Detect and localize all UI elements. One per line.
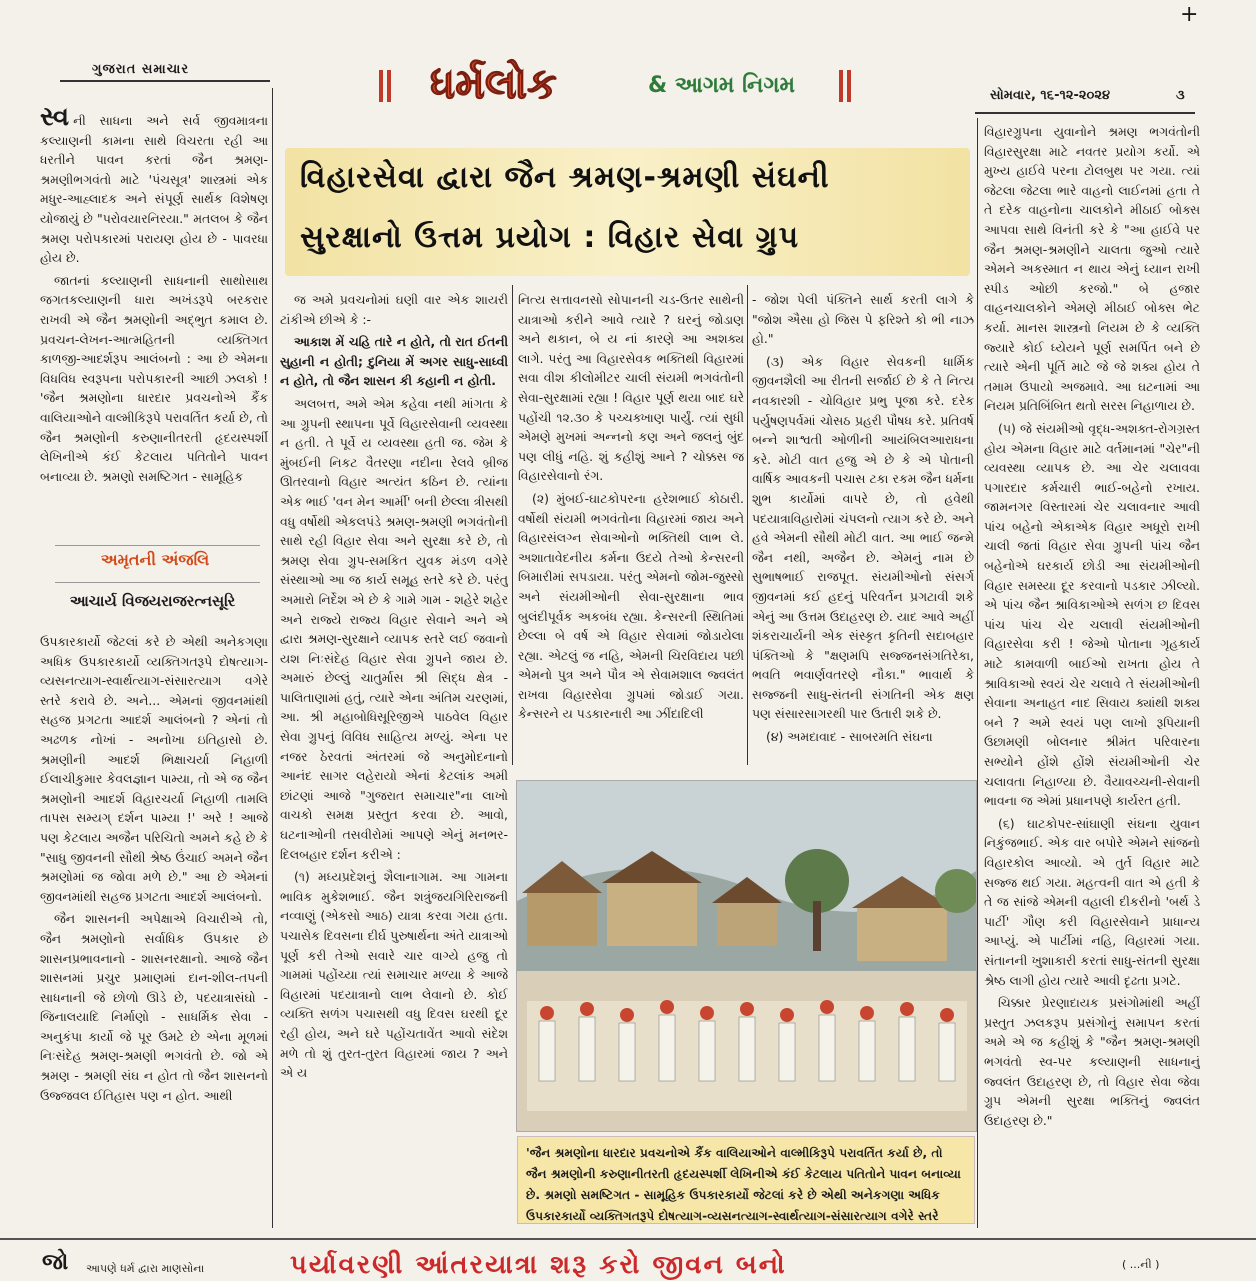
article-column-1-bottom: [40, 632, 268, 1242]
headline-line-1: વિહારસેવા દ્વારા જૈન શ્રમણ-શ્રમણી સંઘની: [300, 160, 830, 195]
masthead-rule-right: [975, 112, 1195, 114]
article-column-2: [280, 290, 508, 1232]
next-article-right-snippet: ( ...ની ): [1122, 1258, 1160, 1271]
article-paragraph: [40, 108, 268, 268]
column-rule-1: [272, 88, 273, 1228]
photo-caption: 'જૈન શ્રમણોના ધારદાર પ્રવચનોએ કૈંક વાલિયાઓને વાલ્મીકિરૂપે પરાવર્તિત કર્યા છે, તો જૈન શ્રમણોની કરુણાનીતરતી હૃદયસ્પર્શી લેખિનીએ કંઈ કેટલાય પતિતોને પાવન બનાવ્યા છે. શ્રમણો સમષ્ટિગત - સામૂહિક ઉપકારકાર્યો જેટલાં કરે છે એથી અનેકગણા અધિક ઉપકારકાર્યો વ્યક્તિગતરૂપે દોષત્યાગ-વ્યસનત્યાગ-સ્વાર્થત્યાગ-સંસારત્યાગ વગેરે સ્તરે: [517, 1136, 975, 1224]
article-paragraph: અલબત્ત, અમે એમ કહેવા નથી માંગતા કે આ ગ્રુપની સ્થાપના પૂર્વે વિહારસેવાની વ્યવસ્થા ન હતી. તે પૂર્વે ય વ્યવસ્થા હતી જ. જેમ કે મુંબઈની નિકટ વૈતરણા નદીના રેલવે બ્રીજ ઊતરવાનો વિહાર અત્યંત કઠિન છે. ત્યાંના એક ભાઈ 'વન મેન આર્મી' બની છેલ્લા ત્રીસથી વધુ વર્ષોથી એકલપંડે શ્રમણ-શ્રમણી ભગવંતોની સાથે રહી વિહાર સેવા અને સુરક્ષા કરે છે, તો શ્રમણ સેવા ગ્રુપ-સમકિત યુવક મંડળ વગેરે સંસ્થાઓ આ જ કાર્ય સમૂહ સ્તરે કરે છે. પરંતુ અમારો નિર્દેશ એ છે કે ગામે ગામ - શહેરે શહેર અને રાજ્યે રાજ્ય વિહાર સેવાને અને એ દ્વારા શ્રમણ-સુરક્ષાને વ્યાપક સ્તરે લઈ જવાનો યશ નિઃસંદેહ વિહાર સેવા ગ્રુપને જાય છે. અમારું છેલ્લું ચાતુર્માસ શ્રી સિદ્ધ ક્ષેત્ર - પાલિતાણામાં હતું, ત્યારે એના અંતિમ ચરણમાં, આ. શ્રી મહાબોધિસૂરિજીએ પાઠવેલ વિહાર સેવા ગ્રુપનું વિવિધ સાહિત્ય મળ્યું. એના પર નજર ઠેરવતાં અંતરમાં જે અનુમોદનાનો આનંદ સાગર લહેરાયો એનાં કેટલાંક અમી છાંટણાં આજે "ગુજરાત સમાચાર"ના લાખો વાચકો સમક્ષ પ્રસ્તુત કરવા છે. આવો, ઘટનાઓની તસવીરોમાં આપણે એનું મનભર-દિલબહાર દર્શન કરીએ :: [280, 395, 508, 862]
article-column-4: [752, 290, 974, 770]
drop-cap: સ્વ: [40, 108, 70, 132]
article-paragraph: - જોશ પેલી પંક્તિને સાર્થ કરતી લાગે કે "જોશ ઐસા હો જિસ પે ફરિશ્તે કો ભી નાઝ હો.": [752, 292, 974, 347]
article-paragraph: જાતનાં કલ્યાણની સાધનાની સાથોસાથ જગતકલ્યાણની ધારા અખંડરૂપે બરકરાર રાખવી એ જૈન શ્રમણોની અદ્ભુત કમાલ છે. પ્રવચન-લેખન-આત્મહિતની વ્યક્તિગત કાળજી-આદર્શરૂપ આલંબનો : આ છે એમના વિધવિધ સ્વરૂપના પરોપકારની આછી ઝલકો ! 'જૈન શ્રમણોના ધારદાર પ્રવચનોએ કૈંક વાલિયાઓને વાલ્મીકિરૂપે પરાવર્તિત કર્યા છે, તો જૈન શ્રમણોની કરુણાનીતરતી હૃદયસ્પર્શી લેખિનીએ કંઈ કેટલાય પતિતોને પાવન બનાવ્યા છે. શ્રમણો સમષ્ટિગત - સામૂહિક: [40, 272, 268, 484]
article-paragraph: (૫) જે સંયમીઓ વૃદ્ધ-અશક્ત-રોગગ્રસ્ત હોય એમના વિહાર માટે વર્તમાનમાં "ચેર"ની વ્યવસ્થા વ્યાપક છે. આ ચેર ચલાવવા પગારદાર કર્મચારી ભાઈ-બહેનો રખાય. જામનગર વિસ્તારમાં ચેર ચલાવનાર આવી પાંચ બહેનો એકાએક વિહાર અધૂરો રાખી ચાલી જતાં વિહાર સેવા ગ્રુપની પાંચ જૈન બહેનોએ ઘરકાર્ય છોડી આ સંયમીઓની વિહાર સમસ્યા દૂર કરવાનો પડકાર ઝીલ્યો. એ પાંચ જૈન શ્રાવિકાઓએ સળંગ છ દિવસ પાંચ પાંચ ચેર ચલાવી સંયમીઓની વિહારસેવા કરી ! જેઓ પોતાના ગૃહકાર્ય માટે કામવાળી બાઈઓ રાખતા હોય તે શ્રાવિકાઓ સ્વયં ચેર ચલાવે તે સંયમીઓની સેવાના અનાહત નાદ સિવાય ક્યાંથી શક્ય બને ? અમે સ્વયં પણ લાખો રૂપિયાની ઉછામણી બોલનાર શ્રીમંત પરિવારના સભ્યોને હોંશે હોંશે સંયમીઓની ચેર ચલાવતા નિહાળ્યા છે. વૈયાવચ્ચની-સેવાની ભાવના જ એમાં પ્રધાનપણે કાર્યરત હતી.: [984, 420, 1200, 809]
masthead-ornament-right: [835, 64, 875, 108]
article-paragraph: વિહારગ્રુપના યુવાનોને શ્રમણ ભગવંતોની વિહારસુરક્ષા માટે નવતર પ્રયોગ કર્યો. એ મુખ્ય હાઈવે પરના ટોલબુથ પર ગયા. ત્યાં જેટલા જેટલા ભારે વાહનો લાઈનમાં હતા તે તે દરેક વાહનોના ચાલકોને મીઠાઈ બોક્સ આપવા સાથે વિનંતી કરે કે "આ હાઈવે પર જૈન શ્રમણ-શ્રમણીને ચાલતા જુઓ ત્યારે એમને અકસ્માત ન થાય એનું ધ્યાન રાખી સ્પીડ ઓછી કરજો." બે હજાર વાહનચાલકોને એમણે મીઠાઈ બોક્સ ભેટ કર્યા. માનસ શાસ્ત્રનો નિયમ છે કે વ્યક્તિ જ્યારે કોઈ ધ્યેયને પૂર્ણ સમર્પિત બને છે ત્યારે એની પૂર્તિ માટે જે જે શક્ય હોય તે તમામ ઉપાયો અજમાવે. આ ઘટનામાં આ નિયમ પ્રતિબિંબિત થતો સરસ નિહાળાય છે.: [984, 124, 1200, 414]
sidebar-divider: [55, 582, 260, 583]
article-paragraph: (૨) મુંબઈ-ઘાટકોપરના હરેશભાઈ કોઠારી. વર્ષોથી સંયમી ભગવંતોના વિહારમાં જાય અને વિહારસંલગ્ન સેવાઓનો ભક્તિથી લાભ લે. અશાતાવેદનીય કર્મના ઉદયે તેઓ કેન્સરની બિમારીમાં સપડાયા. પરંતુ એમનો જોમ-જુસ્સો અને સંયમીઓની સેવા-સુરક્ષાના ભાવ બુલંદીપૂર્વક અકબંધ રહ્યા. કેન્સરની સ્થિતિમાં છેલ્લા બે વર્ષ એ વિહાર સેવામાં જોડાયેલા રહ્યા. એટલું જ નહિ, એમની ચિરવિદાય પછી એમનો પુત્ર અને પૌત્ર એ સેવામશાલ જ્વલંત રાખવા વિહારસેવા ગ્રુપમાં જોડાઈ ગયા. કેન્સરને ય પડકારનારી આ ઝીંદાદિલી: [518, 490, 744, 722]
section-title-logo: [420, 52, 840, 114]
article-paragraph: જૈન શાસનની અપેક્ષાએ વિચારીએ તો, જૈન શ્રમણોનો સર્વાધિક ઉપકાર છે શાસનપ્રભાવનાનો - શાસનરક્ષાનો. આજે જૈન શાસનમાં પ્રચુર પ્રમાણમાં દાન-શીલ-તપની સાધનાની જે છોળો ઊડે છે, પદયાત્રાસંઘો - જિનાલયાદિ નિર્માણો - સાધર્મિક સેવા - અનુકંપા કાર્યો જે પૂર ઉમટે છે એના મૂળમાં નિઃસંદેહ શ્રમણ-શ્રમણી ભગવંતો છે. જો એ શ્રમણ - શ્રમણી સંઘ ન હોત તો જૈન શાસનનો ઉજ્જવલ ઈતિહાસ પણ ન હોત. આથી: [40, 911, 268, 1103]
newspaper-brand: ગુજરાત સમાચાર: [92, 62, 190, 77]
article-paragraph: ઉપકારકાર્યો જેટલાં કરે છે એથી અનેકગણા અધિક ઉપકારકાર્યો વ્યક્તિગતરૂપે દોષત્યાગ-વ્યસનત્યાગ-સ્વાર્થત્યાગ-સંસારત્યાગ વગેરે સ્તરે કરાવે છે. અને... એમનાં જીવનમાંથી સહજ પ્રગટતા આદર્શ આલંબનો ? એનાં તો અઢળક નોખાં - અનોખા ઇતિહાસો છે. શ્રમણીની આદર્શ ભિક્ષાચર્યા નિહાળી ઈલાચીકુમાર કેવલજ્ઞાન પામ્યા, તો એ જ જૈન શ્રમણોની આદર્શ વિહારચર્યા નિહાળી તામલિ તાપસ સમ્યગ્ દર્શન પામ્યા !' અરે ! આજે પણ કેટલાય અજૈન પરિચિતો અમને કહે છે કે "સાધુ જીવનની સૌથી શ્રેષ્ઠ ઉંચાઈ અમને જૈન શ્રમણોમાં જ જોવા મળે છે." આ છે એમનાં જીવનમાંથી સહજ પ્રગટતા આદર્શ આલંબનો.: [40, 634, 268, 904]
article-paragraph: (૪) અમદાવાદ - સાબરમતિ સંઘના: [766, 729, 933, 745]
article-paragraph: જ અમે પ્રવચનોમાં ઘણી વાર એક શાયરી ટાંકીએ છીએ કે :-: [280, 292, 508, 327]
article-paragraph: નિત્ય સત્તાવનસો સોપાનની ચડ-ઉતર સાથેની યાત્રાઓ કરીને આવે ત્યારે ? ઘરનું જોડાણ અને થકાન, બે ય નાં કારણે આ અશક્ય લાગે. પરંતુ આ વિહારસેવક ભક્તિથી વિહારમાં સવા વીશ કીલોમીટર ચાલી સંયમી ભગવંતોની સેવા-સુરક્ષામાં રહ્યા ! વિહાર પૂર્ણ થયા બાદ ઘરે પહોંચી ૧૨.૩૦ કે પચ્ચક્ખાણ પાર્યું. ત્યાં સુધી એમણે મુખમાં અન્નનો કણ અને જલનું બુંદ પણ લીધું નહિ. શું કહીશું આને ? ચોક્કસ જ વિહારસેવાનો રંગ.: [518, 292, 744, 484]
sidebar-title: અમૃતની અંજલિ: [100, 550, 210, 569]
masthead-ornament-left: [375, 64, 415, 108]
headline-line-2: સુરક્ષાનો ઉત્તમ પ્રયોગ : વિહાર સેવા ગ્રુપ: [300, 220, 800, 255]
column-rule-2: [512, 285, 513, 765]
shayari-quote: આકાશ મેં ચહિ તારે ન હોતે, તો રાત ઈતની સુહાની ન હોતી; દુનિયા મેં અગર સાધુ-સાધ્વી ન હોતે, તો જૈન શાસન કી કહાની ન હોતી.: [280, 334, 508, 389]
author-name: આચાર્ય વિજયરાજરત્નસૂરિ: [69, 592, 236, 610]
article-text: ની સાધના અને સર્વ જીવમાત્રના કલ્યાણની કામના સાથે વિચરતા રહી આ ધરતીને પાવન કરતાં જૈન શ્રમણ-શ્રમણીભગવંતો માટે 'પંચસૂત્ર' શાસ્ત્રમાં એક મધુર-આહ્લાદક અને સંપૂર્ણ સાર્થક વિશેષણ યોજાયું છે "પરોવયારનિરયા." મતલબ કે જૈન શ્રમણ પરોપકારમાં પરાયણ હોય છે - પાવરધા હોય છે.: [40, 113, 268, 266]
next-article-dropcap: જો: [42, 1250, 69, 1275]
masthead-rule-left: [60, 80, 270, 82]
page-number: ૩: [1176, 88, 1185, 103]
article-column-1-top: [40, 108, 268, 538]
illustration-painting: [516, 780, 977, 1132]
column-rule-3: [747, 285, 748, 765]
column-rule-4: [977, 118, 978, 1228]
crowd-of-people: [527, 1000, 967, 1111]
article-column-3: [518, 290, 744, 770]
article-paragraph: ચિક્કાર પ્રેરણાદાયક પ્રસંગોમાંથી અહીં પ્રસ્તુત ઝલકરૂપ પ્રસંગોનું સમાપન કરતાં અમે એ જ કહીશું કે "જૈન શ્રમણ-શ્રમણી ભગવંતો સ્વ-પર કલ્યાણની સાધનાનું જ્વલંત ઉદાહરણ છે, તો વિહાર સેવા જેવા ગ્રુપ એમની સુરક્ષા ભક્તિનું જ્વલંત ઉદાહરણ છે.": [984, 995, 1200, 1128]
article-paragraph: (૬) ઘાટકોપર-સાંઘાણી સંઘના યુવાન નિકુંજભાઈ. એક વાર બપોરે એમને સાંજનો વિહારકોલ આવ્યો. એ તુર્ત વિહાર માટે સજ્જ થઈ ગયા. મહત્વની વાત એ હતી કે તે જ સાંજે એમની વહાલી દીકરીનો 'બર્થ ડે પાર્ટી' ગૌણ કરી વિહારસેવાને પ્રાધાન્ય આપ્યું. એ પાર્ટીમાં નહિ, વિહારમાં ગયા. સંતાનની ખુશાકારી કરતાં સાધુ-સંતની સુરક્ષા શ્રેષ્ઠ લાગી હોય ત્યારે આવી દૃઢતા પ્રગટે.: [984, 815, 1200, 988]
article-paragraph: (૩) એક વિહાર સેવકની ધાર્મિક જીવનશૈલી આ રીતની સર્જાઈ છે કે તે નિત્ય નવકારશી - ચોવિહાર પ્રભુ પૂજા કરે. દરેક પર્યુષણપર્વમાં ચોસઠ પ્રહરી પૌષધ કરે. પ્રતિવર્ષ બન્ને શાશ્વતી ઓળીની આયંબિલઆરાધના કરે. મોટી વાત હજુ એ છે કે એ પોતાની વાર્ષિક આવકની પચાસ ટકા રકમ જૈન ધર્મના શુભ કાર્યોમાં વાપરે છે, તો હવેથી પદયાત્રાવિહારોમાં ચંપલનો ત્યાગ કરે છે. અને હવે એમની સૌથી મોટી વાત. આ ભાઈ જન્મે જૈન નથી, અજૈન છે. એમનું નામ છે સુભાષભાઈ રાજપૂત. સંયમીઓનો સંસર્ગ જીવનમાં કઈ હદનું પરિવર્તન પ્રગટાવી શકે એનું આ ઉત્તમ ઉદાહરણ છે. યાદ આવે અહીં શંકરાચાર્યની એક સંસ્કૃત કૃતિની સદાબહાર પંક્તિઓ કે "ક્ષણમપિ સજ્જનસંગતિરેકા, ભવતિ ભવાર્ણવતરણે નૌકા." ભાવાર્થ કે સજ્જની સાધુ-સંતની સંગતિની એક ક્ષણ પણ સંસારસાગરથી પાર ઉતારી શકે છે.: [752, 353, 974, 722]
issue-date: સોમવાર, ૧૬-૧૨-૨૦૨૪: [990, 88, 1111, 103]
corner-plus-mark: +: [1180, 2, 1199, 27]
next-article-headline: પર્યાવરણી આંતરયાત્રા શરૂ કરો જીવન બનો: [290, 1250, 787, 1280]
next-article-snippet: આપણે ધર્મ દ્વારા માણસોના: [86, 1262, 205, 1275]
section-subtitle-text: & આગમ નિગમ: [648, 73, 796, 98]
bottom-divider: [0, 1238, 1256, 1240]
section-title-text: ધર્મલોક: [430, 59, 557, 108]
article-paragraph: (૧) મધ્યપ્રદેશનું શૈલાનાગામ. આ ગામના ભાવિક મુકેશભાઈ. જૈન શત્રુંજયગિરિરાજની નવ્વાણું (એકસો આઠ) યાત્રા કરવા ગયા હતા. પચાસેક દિવસના દીર્ઘ પુરુષાર્થના અંતે યાત્રાઓ પૂર્ણ કરી તેઓ સવારે ચાર વાગ્યે હજુ તો ગામમાં પહોંચ્યા ત્યાં સમાચાર મળ્યા કે આજે વિહારમાં પદયાત્રાનો લાભ લેવાનો છે. કોઈ વ્યક્તિ સળંગ પચાસથી વધુ દિવસ ઘરથી દૂર રહી હોય, અને ઘરે પહોંચતાવેંત આવો સંદેશ મળે તો શું તુરત-તુરત વિહારમાં જાય ? અને એ ય: [280, 869, 508, 1081]
article-column-5: [984, 122, 1200, 1227]
